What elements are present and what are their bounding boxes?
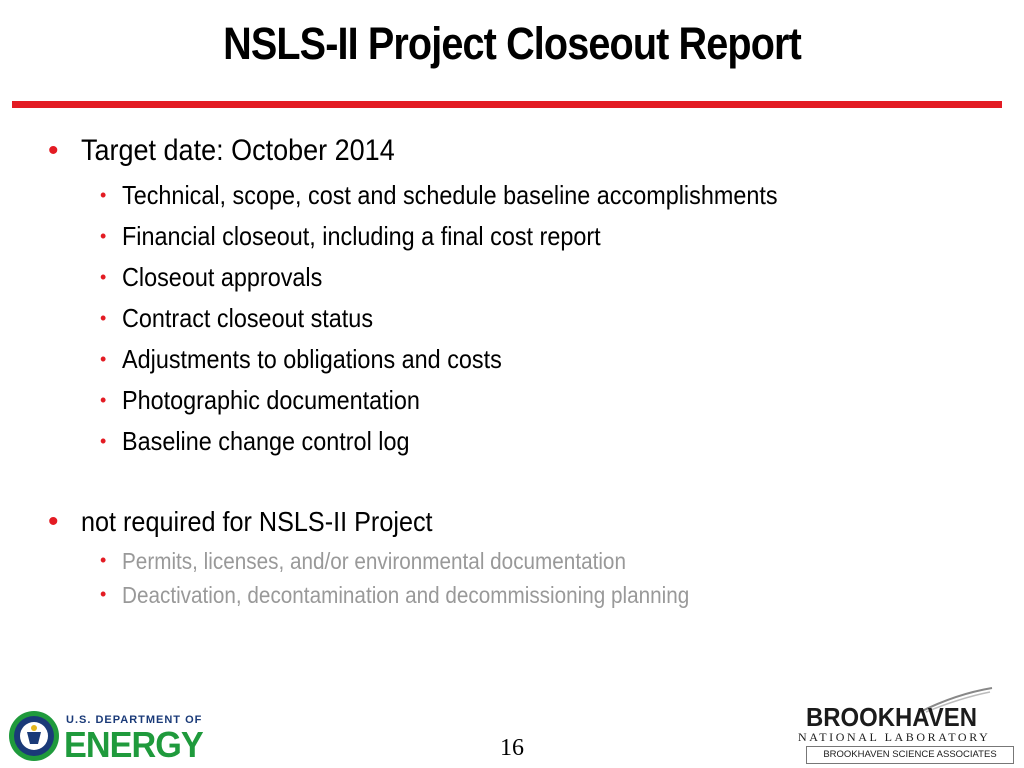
list-item-text: Closeout approvals [122,262,323,292]
doe-seal-icon [8,710,60,762]
bullet-icon: • [48,505,59,538]
bnl-subtitle-text: NATIONAL LABORATORY [798,730,991,744]
bullet-icon: • [100,267,107,287]
doe-energy-text: ENERGY [64,724,203,765]
list-item [100,426,441,457]
bullet-icon: • [48,134,59,167]
list-item [100,262,345,293]
bullet-target-date [48,134,430,168]
slide-title: NSLS-II Project Closeout Report [223,18,801,69]
bullet-icon: • [100,349,107,369]
list-item-text: Financial closeout, including a final cost report [122,221,601,251]
list-item-text: Deactivation, decontamination and decommissioning planning [122,582,690,608]
bullet-icon: • [100,308,107,328]
list-item [100,180,850,211]
doe-logo [8,708,213,764]
bullet-text: Target date: October 2014 [81,134,395,167]
list-item-text: Photographic documentation [122,385,420,415]
bullet-not-required [48,505,472,539]
list-item [100,344,544,375]
bullet-icon: • [100,584,107,604]
list-item-text: Technical, scope, cost and schedule baseline accomplishments [122,180,778,210]
bullet-icon: • [100,185,107,205]
bullet-icon: • [100,226,107,246]
list-item [100,548,682,575]
bnl-logo [798,684,1014,766]
list-item [100,303,401,334]
list-item-text: Adjustments to obligations and costs [122,344,502,374]
list-item-text: Permits, licenses, and/or environmental documentation [122,548,626,574]
list-item [100,385,453,416]
bnl-associates-text: BROOKHAVEN SCIENCE ASSOCIATES [806,746,1014,764]
bullet-icon: • [100,550,107,570]
doe-department-text: U.S. DEPARTMENT OF [66,714,203,726]
title-divider [12,101,1002,108]
list-item-text: Baseline change control log [122,426,410,456]
page-number: 16 [500,735,524,761]
bullet-icon: • [100,431,107,451]
bullet-text: not required for NSLS-II Project [81,506,433,537]
list-item [100,582,752,609]
list-item [100,221,654,252]
bnl-name-text: BROOKHAVEN [806,702,977,732]
list-item-text: Contract closeout status [122,303,374,333]
bullet-icon: • [100,390,107,410]
